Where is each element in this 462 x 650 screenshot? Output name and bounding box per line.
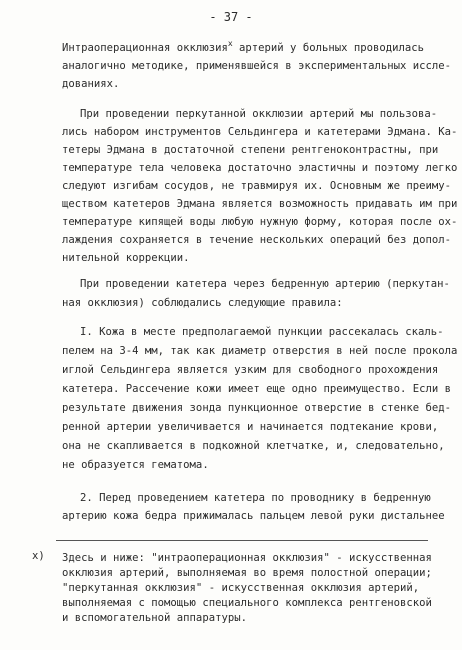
- paragraph-3-line: При проведении катетера через бедренную артерию (перкутан-: [80, 278, 450, 290]
- footnote-marker: x): [32, 550, 45, 562]
- paragraph-1-line-1: [62, 39, 424, 55]
- paragraph-4-line: ренной артерии увеличивается и начинается подтекание крови,: [62, 421, 439, 433]
- paragraph-4-line: не образуется гематома.: [62, 459, 209, 471]
- paragraph-2-line: ществом катетеров Эдмана является возможность придавать им при: [62, 198, 458, 210]
- footnote-line: Здесь и ниже: "интраоперационная окклюзия" - искусственная: [62, 552, 432, 564]
- paragraph-1-line-1-rest: артерий у больных проводилась: [232, 42, 424, 54]
- paragraph-2-line: температуре кипящей воды любую нужную форму, которая после ох-: [62, 216, 458, 228]
- paragraph-1-line-3: дованиях.: [62, 78, 120, 90]
- paragraph-1-line-2: аналогично методике, применявшейся в экспериментальных иссле-: [62, 60, 452, 72]
- paragraph-2-line: температуре тела человека достаточно эластичны и поэтому легко: [62, 162, 458, 174]
- paragraph-2-line: лаждения сохраняется в течение нескольких операций без допол-: [62, 234, 452, 246]
- footnote-line: и вспомогательной аппаратуры.: [62, 612, 247, 624]
- footnote-line: выполняемая с помощью специального комплекса рентгеновской: [62, 597, 432, 609]
- footnote-line: "перкутанная окклюзия" - искусственная окклюзия артерий,: [62, 582, 420, 594]
- footnote-separator: [56, 540, 428, 541]
- paragraph-5-line: артерию кожа бедра прижималась пальцем левой руки дистальнее: [62, 510, 445, 522]
- page-number: - 37 -: [209, 10, 253, 24]
- paragraph-4-line: она не скапливается в подкожной клетчатке, и, следовательно,: [62, 440, 445, 452]
- footnote-reference-mark: x: [227, 39, 233, 48]
- paragraph-2-line: лись набором инструментов Сельдингера и катетерами Эдмана. Ка-: [62, 126, 458, 138]
- paragraph-4-line: пелем на 3-4 мм, так как диаметр отверстия в ней после прокола: [62, 345, 458, 357]
- paragraph-1-line-1-text: Интраоперационная окклюзия: [62, 42, 228, 54]
- paragraph-5-line: 2. Перед проведением катетера по проводнику в бедренную: [80, 492, 431, 504]
- paragraph-2-line: следуют изгибам сосудов, не травмируя их. Основным же преиму-: [62, 180, 452, 192]
- paragraph-2-line: нительной коррекции.: [62, 252, 190, 264]
- paragraph-2-line: При проведении перкутанной окклюзии артерий мы пользова-: [80, 108, 438, 120]
- paragraph-4-line: катетера. Рассечение кожи имеет еще одно преимущество. Если в: [62, 383, 452, 395]
- paragraph-4-line: иглой Сельдингера является узким для свободного прохождения: [62, 364, 439, 376]
- paragraph-4-line: I. Кожа в месте предполагаемой пункции рассекалась скаль-: [80, 326, 444, 338]
- paragraph-3-line: ная окклюзия) соблюдались следующие правила:: [62, 297, 343, 309]
- paragraph-4-line: результате движения зонда пункционное отверстие в стенке бед-: [62, 402, 452, 414]
- footnote-line: окклюзия артерий, выполняемая во время полостной операции;: [62, 567, 432, 579]
- paragraph-2-line: тетеры Эдмана в достаточной степени рентгеноконтрастны, при: [62, 144, 439, 156]
